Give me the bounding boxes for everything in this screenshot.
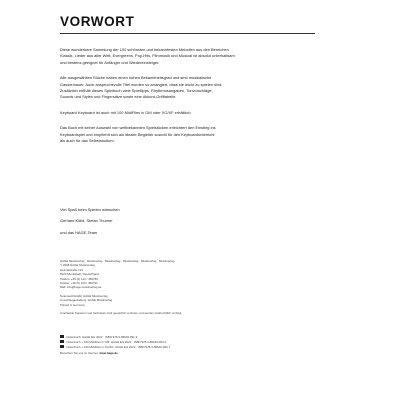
paragraph-line: Gassenhauer. Auch anspruchsvolle Titel wurden so arrangiert, dass sie leicht zu spielen sind.	[60, 81, 223, 87]
imprint-line: Heimatstraße 123	[60, 267, 83, 272]
paragraph-line: Keyboard Keyboard ist auch mit 100 MidiFiles in GM oder XG/XF erhältlich.	[60, 109, 192, 115]
copyright-notice	[60, 311, 320, 315]
paragraph-line: Das Buch mit seiner Auswahl von weltbekannten Spielstücken erleichtert den Einstieg ins	[60, 125, 216, 131]
website-note	[60, 351, 118, 355]
imprint-line: Telefon: +49 (0) 123 / 456789	[60, 276, 98, 281]
square-bullet-icon	[60, 335, 64, 339]
imprint-section	[60, 259, 320, 319]
closing-signature	[60, 207, 310, 241]
edition-label: Notenbuch + 100 MidiFiles in XG/XF: HAGE EG 2022 · ISBN 978-3-86626-093-7	[66, 344, 171, 349]
team-signoff: und das HAGE-Team	[60, 229, 98, 235]
author-names: Gerhard Kölbl, Stefan Thurner	[60, 218, 113, 224]
paragraph	[60, 110, 310, 116]
imprint-line: HAGE Musikverlag · Musikverlag · Musikverlag · Musikverlag · Musikverlag · Musikverlag	[60, 259, 175, 263]
edition-label: Notenbuch: HAGE EG 2022 · ISBN 978-3-86626-091-3	[66, 334, 138, 339]
square-bullet-icon	[60, 345, 64, 349]
paragraph	[60, 47, 310, 66]
imprint-line: Mail: info@hage-musikverlag.de	[60, 285, 102, 290]
edition-label: Notenbuch + 100 MidiFiles in GM: HAGE EG 2022 · ISBN 978-3-86626-092-0	[66, 339, 167, 344]
imprint-line: Notensatz/Grafik: HAGE Musikverlag	[60, 293, 108, 298]
website-note-text: Besuchen Sie uns im Internet:	[60, 351, 99, 355]
paragraph-line: und bestens geeignet für Anfänger und Wiedereinsteiger.	[60, 59, 160, 65]
imprint-line: Umschlaggestaltung: HAGE Musikverlag	[60, 298, 113, 303]
edition-list	[60, 334, 320, 349]
paragraph-line: Zusätzlich enthält dieses Spielbuch viele Spieltipps, Rhythmusangaben, Tonvorschläge,	[60, 88, 213, 94]
square-bullet-icon	[60, 340, 64, 344]
paragraph-line: Klassik, Lieder aus aller Welt, Evergreens, Pop-Hits, Filmmusik und Musical ist absolut unterhaltsam	[60, 53, 235, 59]
imprint-line: © 2008 HAGE Musikverlag	[60, 263, 95, 268]
paragraph-line: Alle ausgewählten Stücke haben einen hohen Bekanntheitsgrad und sind musikalische	[60, 75, 212, 81]
imprint-line: 8123 Musikstadt, Deutschland	[60, 272, 99, 277]
closing-greeting: Viel Spaß beim Spielen wünschen	[60, 207, 120, 212]
paragraph-line: Keyboardspiel und empfiehlt sich als idealer Begleiter sowohl für den Keyboardunterricht	[60, 131, 215, 137]
paragraph-line: als auch für das Selbststudium.	[60, 138, 115, 144]
imprint-line: Telefax: +49 (0) 123 / 456790	[60, 281, 98, 286]
imprint-line: Printed in Germany	[60, 302, 85, 307]
paragraph	[60, 125, 310, 144]
imprint-line: Unerlaubte Kopieren und Verbreiten sind gesetzlich verboten und werden strafrechtlich verfolgt.	[60, 311, 183, 316]
credits-block	[60, 294, 320, 307]
publisher-block	[60, 259, 320, 290]
paragraph	[60, 75, 310, 101]
website-link[interactable]: www.hage.de	[99, 351, 118, 355]
paragraph-line: Diese wunderbare Sammlung der 100 schönsten und bekanntesten Melodien aus den Bereichen	[60, 47, 229, 52]
list-item	[60, 344, 320, 349]
page-title: VORWORT	[60, 14, 135, 29]
paragraph-line: Sounds und Styles und Fingersätze sowie eine Akkord-Grifftabelle.	[60, 94, 177, 100]
title-divider	[60, 33, 315, 34]
foreword-body	[60, 47, 310, 153]
